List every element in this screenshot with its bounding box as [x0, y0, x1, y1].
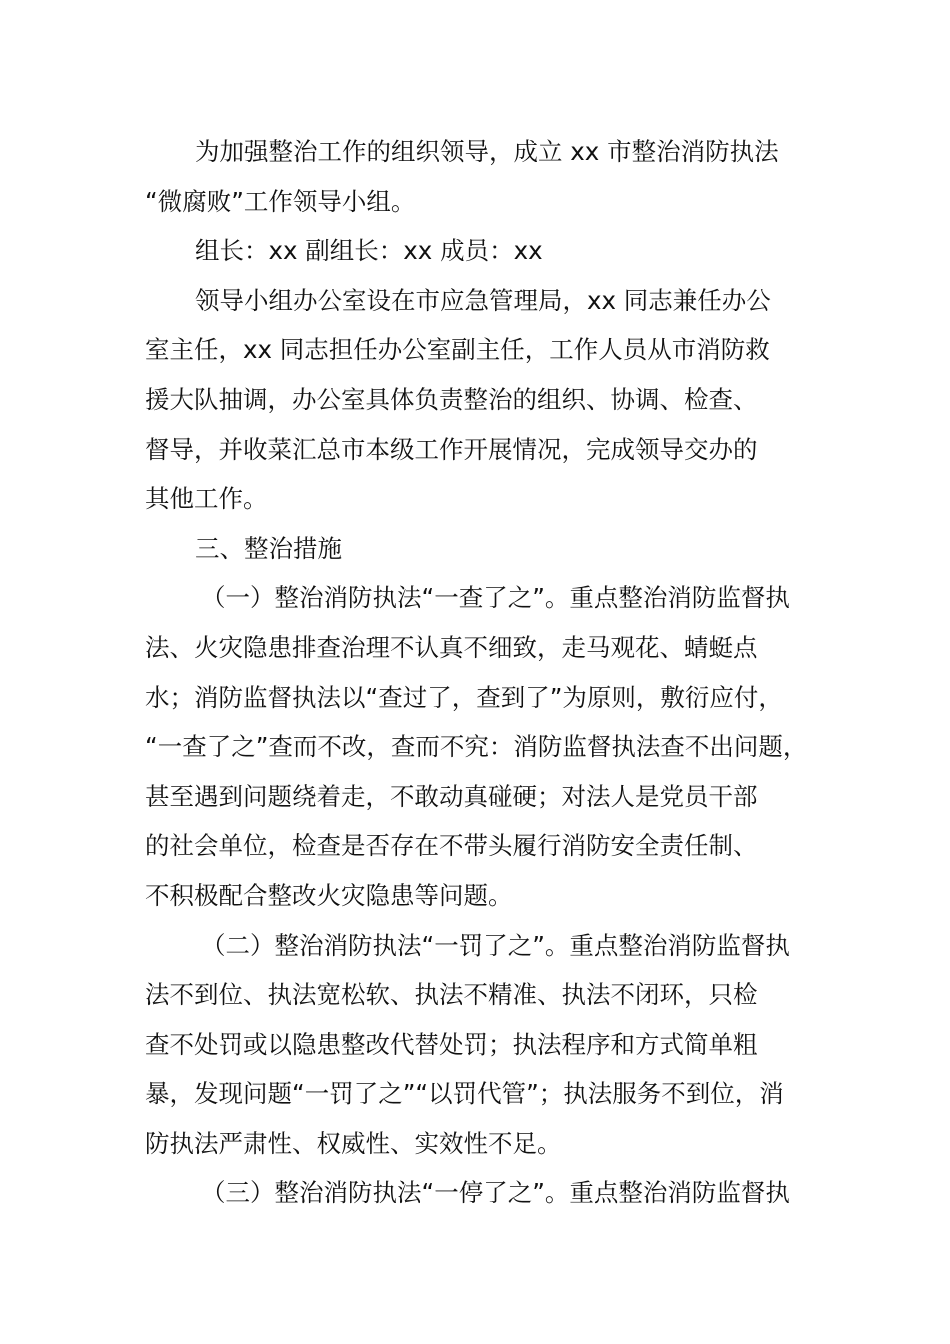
text-line: （二）整治消防执法“一罚了之”。重点整治消防监督执: [201, 930, 790, 960]
text-line: 其他工作。: [145, 484, 268, 514]
text-line: 水；消防监督执法以“查过了，查到了”为原则，敷衍应付，: [145, 682, 783, 712]
text-line: 援大队抽调，办公室具体负责整治的组织、协调、检查、: [145, 384, 758, 414]
text-line: “微腐败”工作领导小组。: [145, 186, 416, 216]
text-line: 督导，并收菜汇总市本级工作开展情况，完成领导交办的: [145, 434, 758, 464]
text-line: 为加强整治工作的组织领导，成立 xx 市整治消防执法: [195, 137, 779, 166]
text-line: 防执法严肃性、权威性、实效性不足。: [145, 1128, 562, 1158]
text-line: （一）整治消防执法“一查了之”。重点整治消防监督执: [201, 583, 790, 613]
text-line: （三）整治消防执法“一停了之”。重点整治消防监督执: [201, 1178, 790, 1208]
text-line: “一查了之”查而不改，查而不究：消防监督执法查不出问题，: [145, 732, 808, 762]
text-line: 领导小组办公室设在市应急管理局，xx 同志兼任办公: [195, 285, 771, 315]
text-line: 室主任，xx 同志担任办公室副主任，工作人员从市消防救: [145, 335, 770, 365]
text-line: 不积极配合整改火灾隐患等问题。: [145, 880, 513, 910]
text-line: 组长：xx 副组长：xx 成员：xx: [195, 236, 543, 266]
section-heading: 三、整治措施: [195, 533, 342, 563]
text-line: 法、火灾隐患排查治理不认真不细致，走马观花、蜻蜓点: [145, 632, 758, 662]
text-line: 甚至遇到问题绕着走，不敢动真碰硬；对法人是党员干部: [145, 781, 758, 811]
text-line: 暴，发现问题“一罚了之”“以罚代管”；执法服务不到位，消: [145, 1079, 784, 1109]
text-line: 的社会单位，检查是否存在不带头履行消防安全责任制、: [145, 831, 758, 861]
text-line: 法不到位、执法宽松软、执法不精准、执法不闭环，只检: [145, 980, 758, 1010]
document-page: [145, 127, 825, 1218]
text-line: 查不处罚或以隐患整改代替处罚；执法程序和方式简单粗: [145, 1029, 758, 1059]
